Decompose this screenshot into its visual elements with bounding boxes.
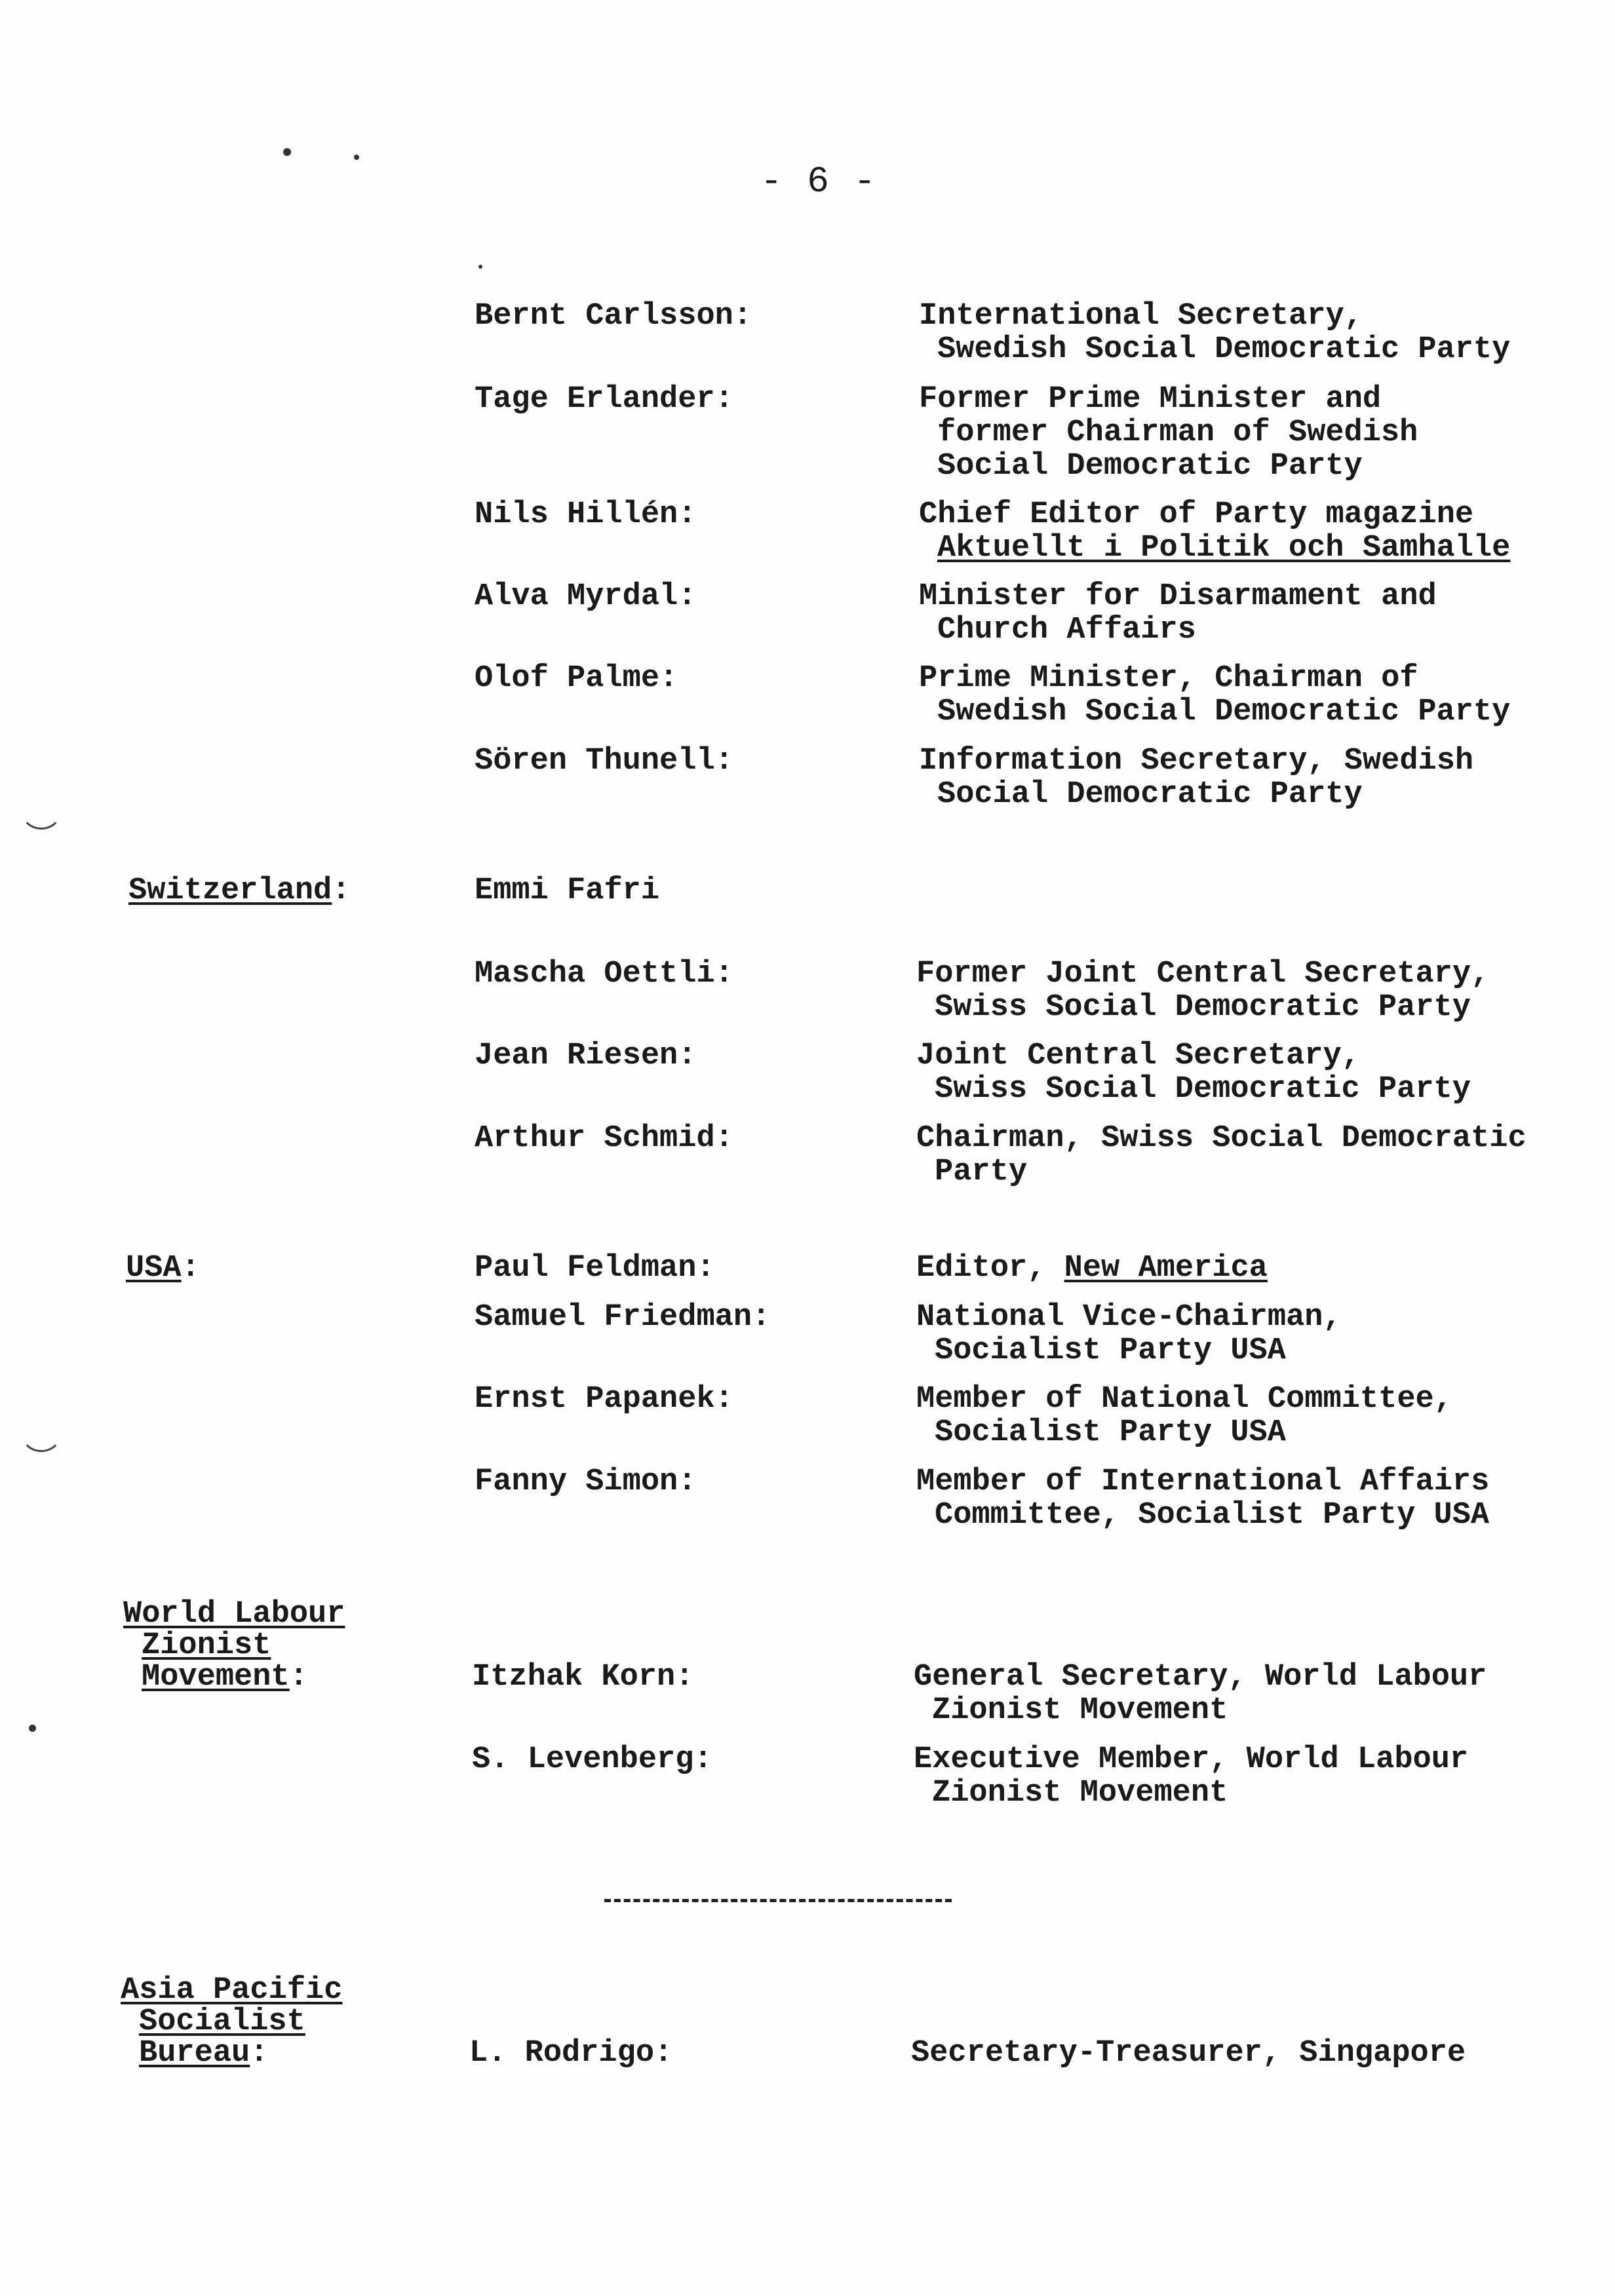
person-name: Jean Riesen: [475,1039,697,1073]
person-role: Minister for Disarmament and [919,579,1437,614]
person-name: Arthur Schmid: [475,1121,733,1156]
person-role: Swedish Social Democratic Party [937,695,1511,729]
person-name: Bernt Carlsson: [475,299,752,334]
scan-speck [478,265,482,269]
scan-speck [354,155,359,160]
organization-heading: Movement: [142,1660,308,1694]
person-role: Chief Editor of Party magazine [919,497,1474,532]
magazine-title: Aktuellt i Politik och Samhalle [937,531,1511,565]
person-role: Swiss Social Democratic Party [935,990,1471,1025]
organization-heading: Bureau: [139,2036,269,2071]
person-role: Committee, Socialist Party USA [935,1498,1490,1533]
person-role: Socialist Party USA [935,1415,1286,1450]
person-role: Social Democratic Party [937,777,1363,812]
person-role: Executive Member, World Labour [914,1742,1469,1777]
person-name: Olof Palme: [475,661,678,696]
person-role: Party [935,1155,1028,1189]
person-role: Zionist Movement [932,1693,1228,1728]
organization-heading: Zionist [142,1628,271,1663]
person-role: Church Affairs [937,613,1196,647]
person-role: Member of International Affairs [916,1464,1490,1499]
person-role: Joint Central Secretary, [916,1039,1360,1073]
person-name: Emmi Fafri [475,873,660,908]
person-role: Swiss Social Democratic Party [935,1072,1471,1107]
person-name: Alva Myrdal: [475,579,697,614]
person-role: Prime Minister, Chairman of [919,661,1418,696]
person-role: Social Democratic Party [937,449,1363,484]
person-role: Information Secretary, Swedish [919,744,1474,778]
person-name: S. Levenberg: [472,1742,712,1777]
person-name: Itzhak Korn: [472,1660,694,1694]
person-role: Member of National Committee, [916,1382,1452,1417]
person-role: Former Prime Minister and [919,382,1382,417]
person-role: Swedish Social Democratic Party [937,332,1511,367]
person-role: International Secretary, [919,299,1363,334]
person-name: Samuel Friedman: [475,1300,771,1335]
person-role: Socialist Party USA [935,1333,1286,1368]
section-divider [604,1899,952,1902]
country-heading: Switzerland: [128,873,351,908]
organization-heading: World Labour [123,1597,345,1632]
person-role: Secretary-Treasurer, Singapore [911,2036,1466,2071]
page-number: - 6 - [760,161,878,202]
person-name: L. Rodrigo: [469,2036,673,2071]
person-name: Nils Hillén: [475,497,697,532]
person-role: former Chairman of Swedish [937,415,1418,450]
person-role: Former Joint Central Secretary, [916,957,1490,991]
person-name: Sören Thunell: [475,744,733,778]
punch-hole-mark [20,1409,63,1452]
person-role: National Vice-Chairman, [916,1300,1342,1335]
country-heading: USA: [126,1251,200,1286]
person-name: Fanny Simon: [475,1464,697,1499]
organization-heading: Socialist [139,2004,305,2039]
person-role: Chairman, Swiss Social Democratic [916,1121,1527,1156]
person-name: Tage Erlander: [475,382,733,417]
scan-speck [283,148,291,156]
person-role: Editor, New America [916,1251,1268,1286]
person-name: Paul Feldman: [475,1251,715,1286]
person-name: Ernst Papanek: [475,1382,733,1417]
person-role: General Secretary, World Labour [914,1660,1487,1694]
organization-heading: Asia Pacific [121,1973,343,2008]
person-role: Zionist Movement [932,1776,1228,1810]
publication-title: New America [1064,1251,1268,1286]
scan-speck [29,1725,36,1732]
punch-hole-mark [20,786,63,830]
person-name: Mascha Oettli: [475,957,733,991]
